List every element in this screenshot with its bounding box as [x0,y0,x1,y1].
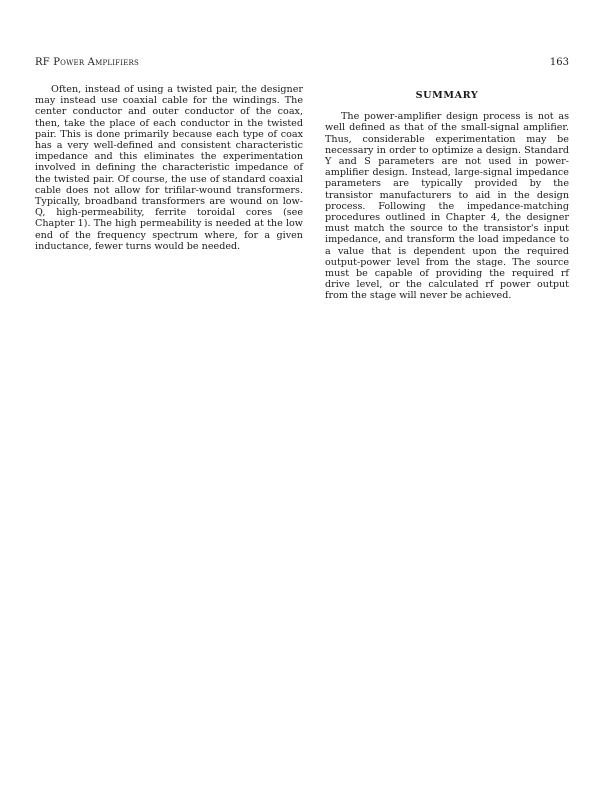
page-number: 163 [549,57,569,68]
left-column [35,84,303,252]
section-heading: SUMMARY [415,90,479,101]
right-column [325,84,569,302]
summary-paragraph: The power-amplifier design process is not as well defined as that of the small-signal amplifier. Thus, considerable experimentation may be necessary in order to optimize a design. Standard Y and S parameters are not used in power-amplifier design. Instead, large-signal impedance parameters are typically provided by the transistor manufacturers to aid in the design process. Following the impedance-matching procedures outlined in Chapter 4, the designer must match the source to the transistor's input impedance, and transform the load impedance to a value that is dependent upon the required output-power level from the stage. The source must be capable of providing the required rf drive level, or the calculated rf power output from the stage will never be achieved. [325,111,569,302]
running-head: RF Power Amplifiers [35,57,139,68]
left-column-paragraph: Often, instead of using a twisted pair, the designer may instead use coaxial cable for the windings. The center conductor and outer conductor of the coax, then, take the place of each conductor in the twisted pair. This is done primarily because each type of coax has a very well-defined and consistent characteristic impedance and this eliminates the experimentation involved in defining the characteristic impedance of the twisted pair. Of course, the use of standard coaxial cable does not allow for trifilar-wound transformers. Typically, broadband transformers are wound on low-Q, high-permeability, ferrite toroidal cores (see Chapter 1). The high permeability is needed at the low end of the frequency spectrum where, for a given inductance, fewer turns would be needed. [35,84,303,252]
